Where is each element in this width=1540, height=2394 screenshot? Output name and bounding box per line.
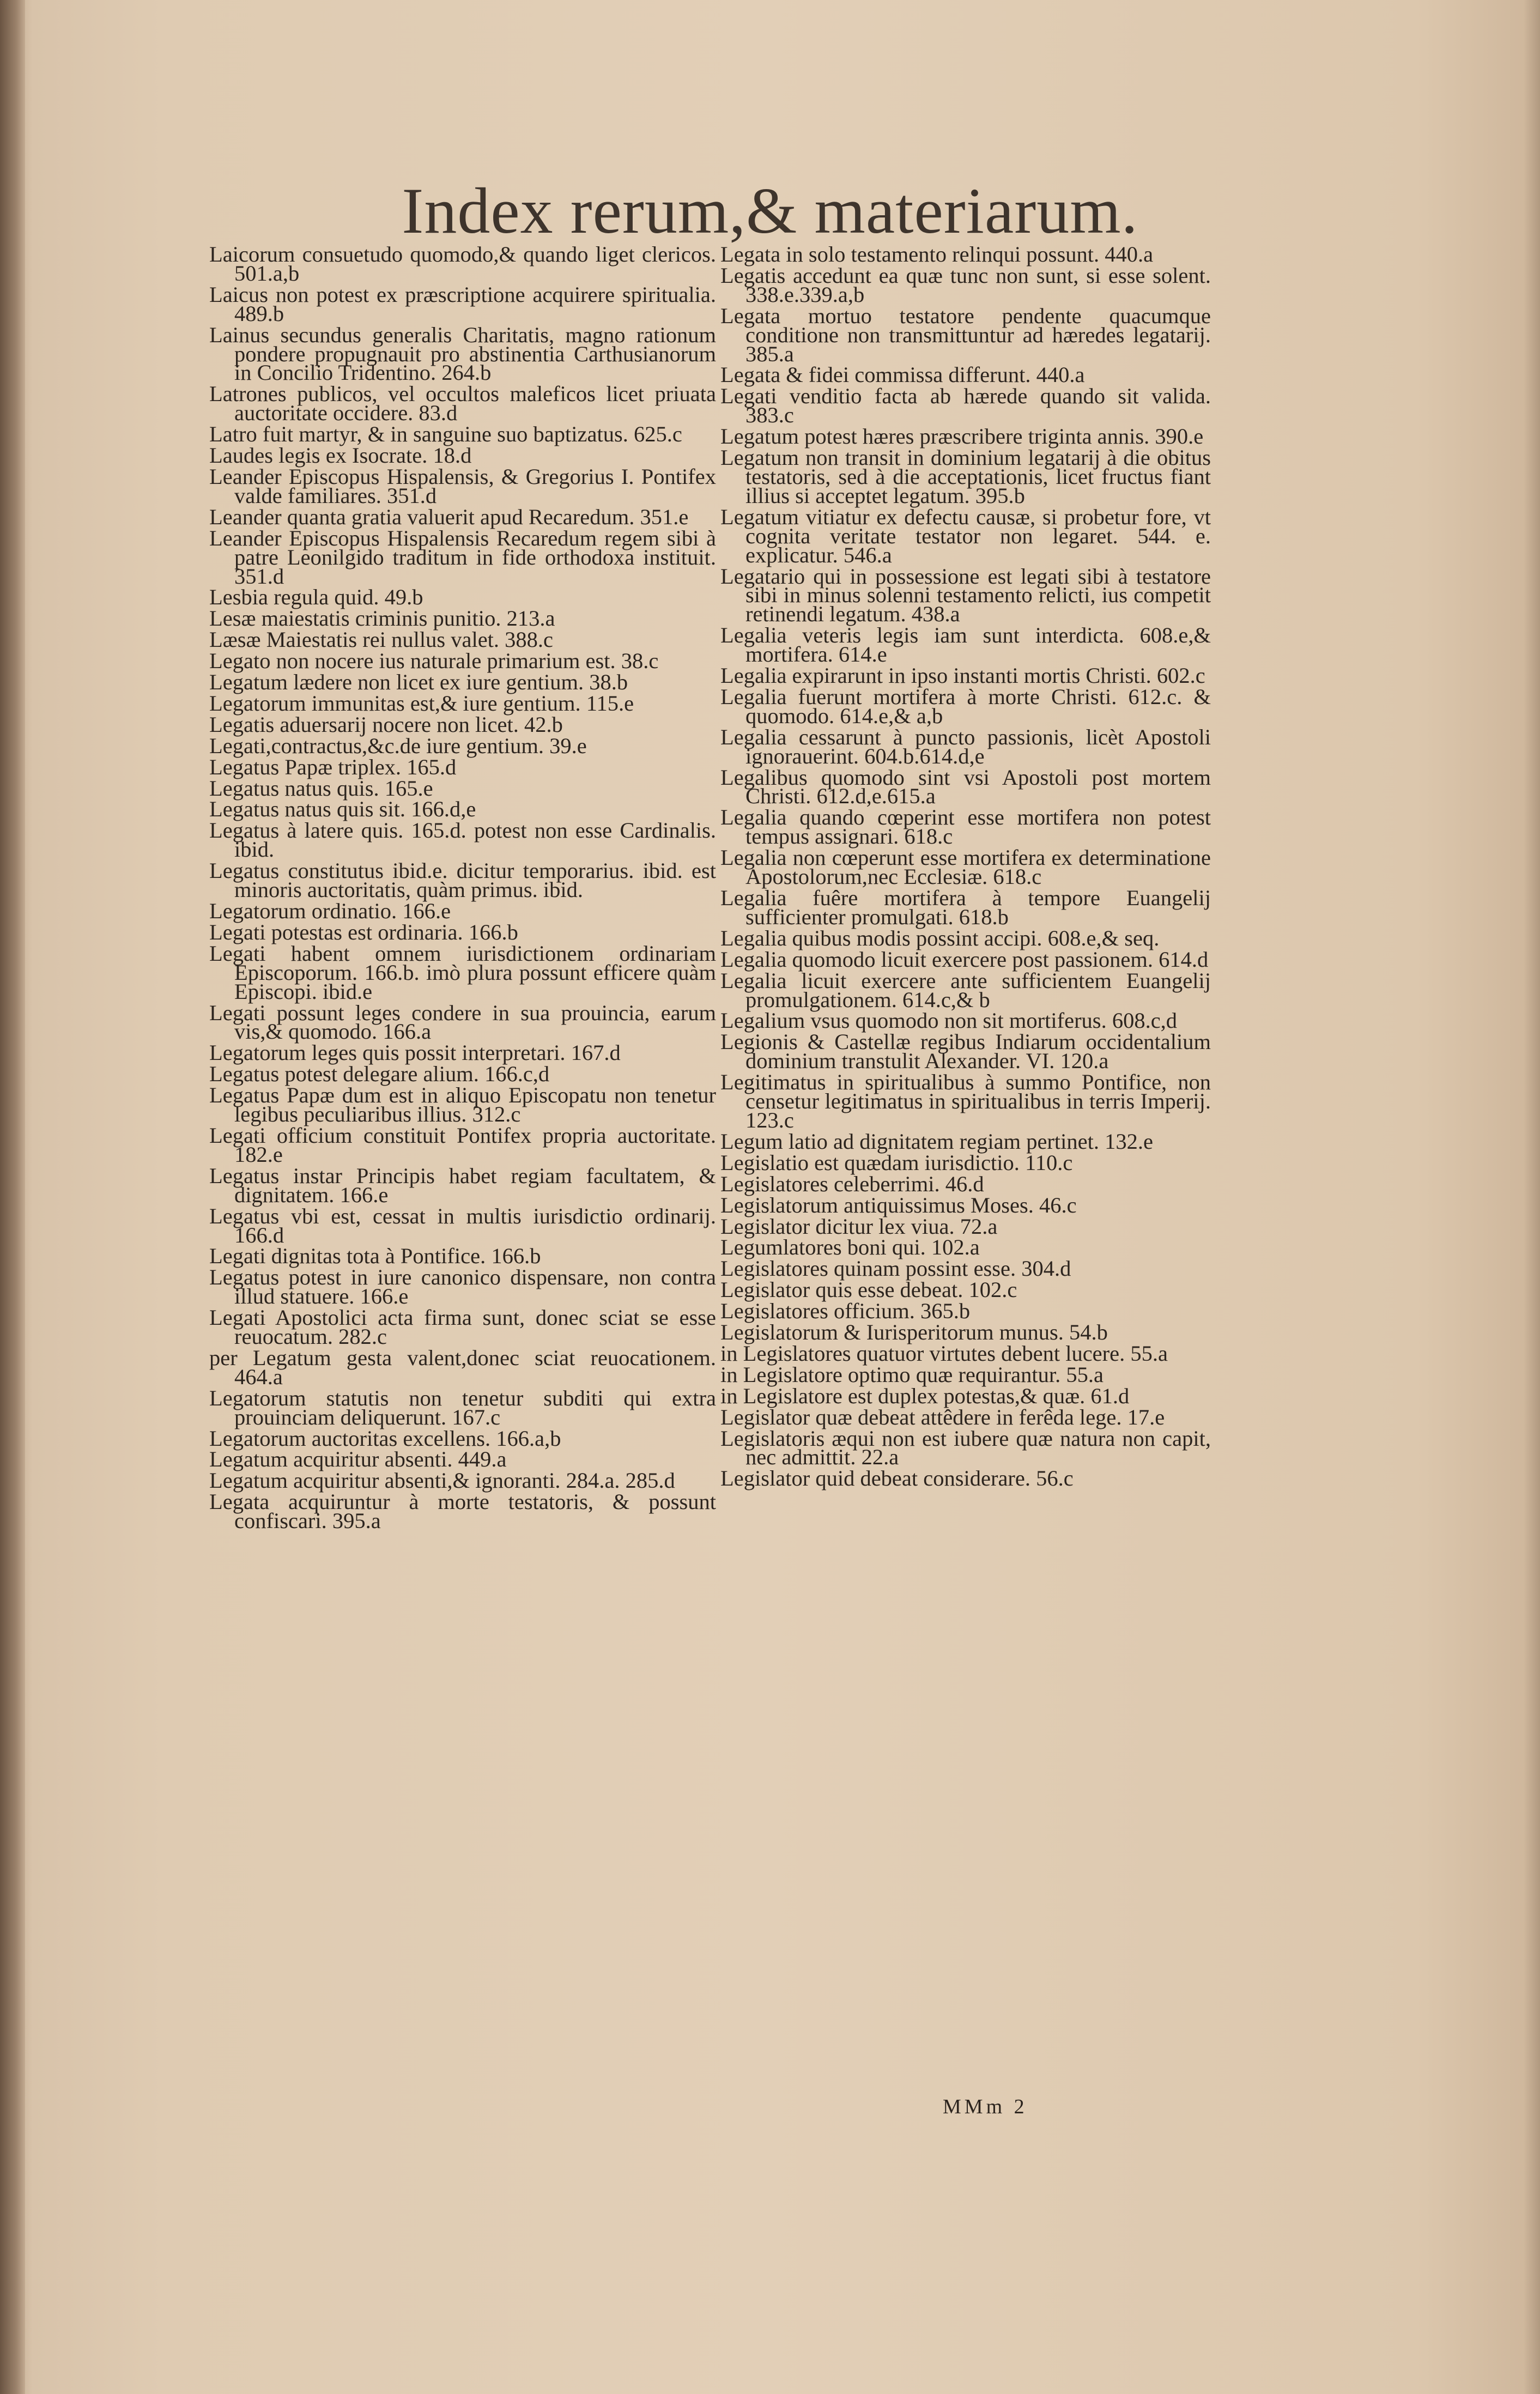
index-entry: Lainus secundus generalis Charitatis, magno rationum pondere propugnauit pro abstinentia Carthusianorum in Concilio Tridentino. 264.b bbox=[209, 322, 716, 385]
index-entry: in Legislatore est duplex potestas,& quæ. 61.d bbox=[720, 1383, 1130, 1408]
page-title: Index rerum,& materiarum. bbox=[402, 174, 1138, 247]
index-entry: Legatorum statutis non tenetur subditi qui extra prouinciam deliquerunt. 167.c bbox=[209, 1385, 716, 1429]
index-entry: Legislatores officium. 365.b bbox=[720, 1299, 971, 1324]
index-entry: Legislatio est quædam iurisdictio. 110.c bbox=[720, 1150, 1073, 1175]
index-entry: Legalium vsus quomodo non sit mortiferus. 608.c,d bbox=[720, 1008, 1178, 1033]
index-entry: Legati venditio facta ab hærede quando sit valida. 383.c bbox=[720, 384, 1211, 428]
index-entry: Legati habent omnem iurisdictionem ordinariam Episcoporum. 166.b. imò plura possunt efficere quàm Episcopi. ibid.e bbox=[209, 941, 716, 1004]
index-entry: Legislator quid debeat considerare. 56.c bbox=[720, 1466, 1074, 1491]
index-entry: Legalia fuêre mortifera à tempore Euangelij sufficienter promulgati. 618.b bbox=[720, 886, 1211, 929]
index-entry: Legatum vitiatur ex defectu causæ, si probetur fore, vt cognita veritate testator non legaret. 544. e. explicatur. 546.a bbox=[720, 504, 1211, 567]
index-entry: Lesbia regula quid. 49.b bbox=[209, 585, 423, 610]
index-column-right bbox=[720, 242, 1211, 1491]
index-entry: Legata in solo testamento relinqui possunt. 440.a bbox=[720, 242, 1154, 266]
index-entry: Legatis accedunt ea quæ tunc non sunt, si esse solent. 338.e.339.a,b bbox=[720, 263, 1211, 307]
index-entry: Legatorum auctoritas excellens. 166.a,b bbox=[209, 1426, 561, 1451]
index-entry: Legalia quando cœperint esse mortifera non potest tempus assignari. 618.c bbox=[720, 805, 1211, 849]
index-entry: Legislator dicitur lex viua. 72.a bbox=[720, 1214, 998, 1239]
index-entry: Legatorum ordinatio. 166.e bbox=[209, 899, 451, 923]
index-entry: Legalibus quomodo sint vsi Apostoli post mortem Christi. 612.d,e.615.a bbox=[720, 765, 1211, 809]
index-entry: Legatis aduersarij nocere non licet. 42.b bbox=[209, 712, 563, 737]
index-entry: Legati,contractus,&c.de iure gentium. 39.e bbox=[209, 733, 587, 758]
index-entry: Lesæ maiestatis criminis punitio. 213.a bbox=[209, 606, 555, 631]
index-entry: Legum latio ad dignitatem regiam pertinet. 132.e bbox=[720, 1129, 1154, 1154]
index-entry: Legitimatus in spiritualibus à summo Pontifice, non censetur legitimatus in spiritualibus in terris Imperij. 123.c bbox=[720, 1070, 1211, 1132]
index-entry: per Legatum gesta valent,donec sciat reuocationem. 464.a bbox=[209, 1345, 716, 1389]
index-entry: Legatorum leges quis possit interpretari. 167.d bbox=[209, 1040, 621, 1065]
index-entry: Legislator quis esse debeat. 102.c bbox=[720, 1277, 1017, 1302]
index-entry: Legalia cessarunt à puncto passionis, licèt Apostoli ignorauerint. 604.b.614.d,e bbox=[720, 724, 1211, 768]
index-entry: Legatum acquiritur absenti. 449.a bbox=[209, 1447, 507, 1472]
index-entry: Legalia expirarunt in ipso instanti mortis Christi. 602.c bbox=[720, 663, 1205, 688]
index-entry: Legatario qui in possessione est legati sibi à testatore sibi in minus solenni testamento relicti, ius competit retinendi legatum. 438.a bbox=[720, 563, 1211, 627]
index-entry: Legislatores celeberrimi. 46.d bbox=[720, 1171, 984, 1196]
index-entry: Legatus constitutus ibid.e. dicitur temporarius. ibid. est minoris auctoritatis, quàm primus. ibid. bbox=[209, 858, 716, 902]
index-entry: Legatus Papæ triplex. 165.d bbox=[209, 754, 457, 779]
index-column-left bbox=[209, 242, 716, 1534]
index-entry: Legislatorum antiquissimus Moses. 46.c bbox=[720, 1192, 1077, 1217]
index-entry: Legalia non cœperunt esse mortifera ex determinatione Apostolorum,nec Ecclesiæ. 618.c bbox=[720, 845, 1211, 889]
index-entry: Legionis & Castellæ regibus Indiarum occidentalium dominium transtulit Alexander. VI. 120.a bbox=[720, 1029, 1211, 1074]
index-entry: Latro fuit martyr, & in sanguine suo baptizatus. 625.c bbox=[209, 422, 682, 447]
index-entry: Legata & fidei commissa differunt. 440.a bbox=[720, 362, 1085, 387]
signature-mark: MMm 2 bbox=[943, 2095, 1028, 2118]
index-entry: Legatus vbi est, cessat in multis iurisdictio ordinarij. 166.d bbox=[209, 1203, 716, 1247]
index-entry: Legatus natus quis. 165.e bbox=[209, 775, 433, 801]
index-entry: in Legislatores quatuor virtutes debent lucere. 55.a bbox=[720, 1341, 1168, 1366]
index-entry: Legatus potest delegare alium. 166.c,d bbox=[209, 1062, 550, 1087]
index-entry: Leander quanta gratia valuerit apud Recaredum. 351.e bbox=[209, 504, 689, 529]
index-entry: Legatum lædere non licet ex iure gentium. 38.b bbox=[209, 670, 628, 695]
index-entry: Legatus potest in iure canonico dispensare, non contra illud statuere. 166.e bbox=[209, 1265, 716, 1309]
index-entry: Legalia veteris legis iam sunt interdicta. 608.e,& mortifera. 614.e bbox=[720, 623, 1211, 667]
index-entry: Legalia quibus modis possint accipi. 608.e,& seq. bbox=[720, 925, 1160, 950]
index-entry: Laicus non potest ex præscriptione acquirere spiritualia. 489.b bbox=[209, 282, 716, 326]
index-entry: Legatus à latere quis. 165.d. potest non esse Cardinalis. ibid. bbox=[209, 818, 716, 862]
index-entry: Legislatoris æqui non est iubere quæ natura non capit, nec admittit. 22.a bbox=[720, 1426, 1211, 1470]
index-entry: Latrones publicos, vel occultos maleficos licet priuata auctoritate occidere. 83.d bbox=[209, 381, 716, 426]
page-edge-shadow bbox=[1524, 0, 1540, 2394]
index-entry: Legatus Papæ dum est in aliquo Episcopatu non tenetur legibus peculiaribus illius. 312.c bbox=[209, 1083, 716, 1127]
index-entry: Legalia licuit exercere ante sufficientem Euangelij promulgationem. 614.c,& b bbox=[720, 968, 1211, 1012]
index-entry: Laicorum consuetudo quomodo,& quando liget clericos. 501.a,b bbox=[209, 242, 716, 286]
index-entry: Legalia fuerunt mortifera à morte Christi. 612.c. & quomodo. 614.e,& a,b bbox=[720, 684, 1211, 728]
index-entry: Legislatores quinam possint esse. 304.d bbox=[720, 1256, 1071, 1281]
index-entry: Legati dignitas tota à Pontifice. 166.b bbox=[209, 1244, 541, 1269]
index-entry: Legati potestas est ordinaria. 166.b bbox=[209, 919, 518, 944]
book-spine bbox=[0, 0, 25, 2394]
index-entry: Legalia quomodo licuit exercere post passionem. 614.d bbox=[720, 947, 1209, 972]
index-entry: Legatum non transit in dominium legatarij à die obitus testatoris, sed à die acceptationis, licet fructus fiant illius si acceptet legatum. 395.b bbox=[720, 445, 1211, 508]
index-entry: in Legislatore optimo quæ requirantur. 55.a bbox=[720, 1362, 1104, 1387]
index-entry: Legati officium constituit Pontifex propria auctoritate. 182.e bbox=[209, 1123, 716, 1167]
index-entry: Legatus natus quis sit. 166.d,e bbox=[209, 797, 476, 822]
index-entry: Legatorum immunitas est,& iure gentium. 115.e bbox=[209, 690, 634, 716]
index-entry: Legata acquiruntur à morte testatoris, & possunt confiscari. 395.a bbox=[209, 1489, 716, 1534]
index-entry: Leander Episcopus Hispalensis, & Gregorius I. Pontifex valde familiares. 351.d bbox=[209, 464, 716, 508]
index-entry: Legata mortuo testatore pendente quacumque conditione non transmittuntur ad hæredes legatarij. 385.a bbox=[720, 303, 1211, 366]
index-entry: Legato non nocere ius naturale primarium est. 38.c bbox=[209, 648, 659, 674]
index-entry: Legislatorum & Iurisperitorum munus. 54.b bbox=[720, 1320, 1108, 1345]
index-entry: Leander Episcopus Hispalensis Recaredum regem sibi à patre Leonilgido traditum in fide orthodoxa instituit. 351.d bbox=[209, 525, 716, 589]
index-entry: Legatum acquiritur absenti,& ignoranti. 284.a. 285.d bbox=[209, 1468, 675, 1493]
index-entry: Legati possunt leges condere in sua prouincia, earum vis,& quomodo. 166.a bbox=[209, 1000, 716, 1044]
index-entry: Legumlatores boni qui. 102.a bbox=[720, 1235, 980, 1260]
index-entry: Læsæ Maiestatis rei nullus valet. 388.c bbox=[209, 627, 554, 652]
index-entry: Legatum potest hæres præscribere triginta annis. 390.e bbox=[720, 424, 1204, 449]
index-entry: Legatus instar Principis habet regiam facultatem, & dignitatem. 166.e bbox=[209, 1163, 716, 1207]
index-entry: Laudes legis ex Isocrate. 18.d bbox=[209, 443, 472, 468]
index-entry: Legati Apostolici acta firma sunt, donec sciat se esse reuocatum. 282.c bbox=[209, 1305, 716, 1349]
index-entry: Legislator quæ debeat attêdere in ferêda lege. 17.e bbox=[720, 1404, 1165, 1429]
